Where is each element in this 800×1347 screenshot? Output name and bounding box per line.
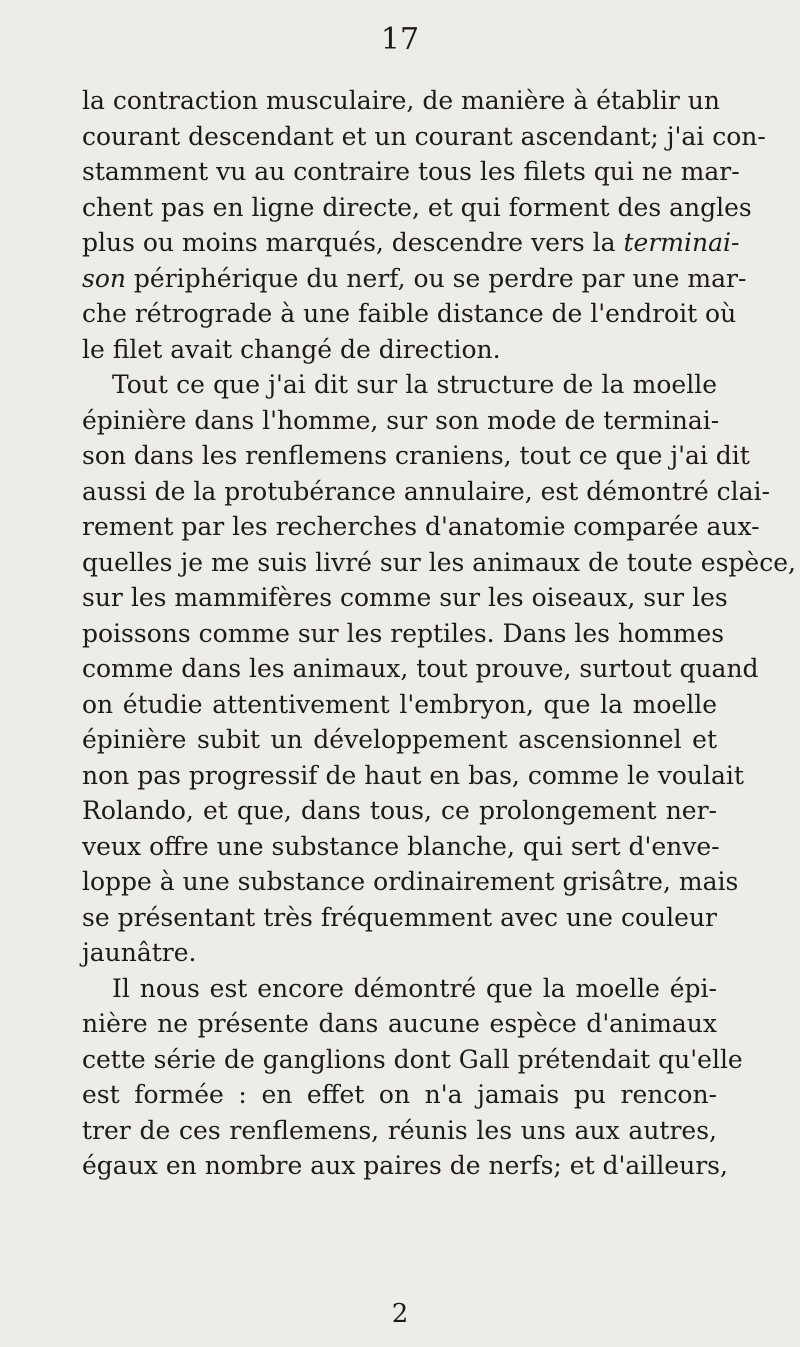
text-line: cette série de ganglions dont Gall prétendait qu'elle xyxy=(82,1044,743,1074)
text-line: la contraction musculaire, de manière à établir un xyxy=(82,86,720,115)
text-line: che rétrograde à une faible distance de l'endroit où xyxy=(82,299,737,328)
text-line: sur les mammifères comme sur les oiseaux, sur les xyxy=(82,583,728,612)
text-line: on étudie attentivement l'embryon, que la moelle xyxy=(82,689,717,719)
text-line: épinière subit un développement ascensionnel et xyxy=(82,725,717,754)
body-text xyxy=(82,83,796,1184)
text-line: comme dans les animaux, tout prouve, surtout quand xyxy=(82,654,759,683)
text-line: poissons comme sur les reptiles. Dans les hommes xyxy=(82,618,725,648)
text-line: est formée : en effet on n'a jamais pu rencon- xyxy=(82,1080,717,1109)
text-line: Il nous est encore démontré que la moelle épi- xyxy=(112,973,717,1003)
text-line: veux offre une substance blanche, qui sert d'enve- xyxy=(82,831,720,861)
text-line: jaunâtre. xyxy=(82,938,197,967)
text-line: rement par les recherches d'anatomie comparée aux- xyxy=(82,512,760,541)
signature-mark: 2 xyxy=(391,1299,409,1329)
text-line: loppe à une substance ordinairement grisâtre, mais xyxy=(82,867,739,896)
text-line-with-italic xyxy=(82,261,747,297)
italic-word: son xyxy=(82,263,126,293)
text-line-with-italic xyxy=(82,225,740,261)
text-line: se présentant très fréquemment avec une couleur xyxy=(82,902,717,932)
text-line: trer de ces renflemens, réunis les uns aux autres, xyxy=(82,1115,717,1145)
text-line: quelles je me suis livré sur les animaux de toute espèce, xyxy=(82,547,796,577)
text-line: chent pas en ligne directe, et qui forment des angles xyxy=(82,192,752,222)
text-line: Rolando, et que, dans tous, ce prolongement ner- xyxy=(82,796,717,825)
text-line: aussi de la protubérance annulaire, est démontré clai- xyxy=(82,476,770,506)
text-line: stamment vu au contraire tous les filets qui ne mar- xyxy=(82,157,740,186)
text-line: épinière dans l'homme, sur son mode de terminai- xyxy=(82,405,720,435)
text-line: son dans les renflemens craniens, tout ce que j'ai dit xyxy=(82,441,750,470)
italic-word: terminai- xyxy=(623,228,740,257)
text-fragment: périphérique du nerf, ou se perdre par une mar- xyxy=(125,263,747,293)
text-line: nière ne présente dans aucune espèce d'animaux xyxy=(82,1009,717,1038)
page-number: 17 xyxy=(380,22,420,57)
text-line: égaux en nombre aux paires de nerfs; et d'ailleurs, xyxy=(82,1151,728,1180)
text-line: courant descendant et un courant ascendant; j'ai con- xyxy=(82,121,766,151)
text-line: Tout ce que j'ai dit sur la structure de la moelle xyxy=(112,370,717,399)
text-line: non pas progressif de haut en bas, comme le voulait xyxy=(82,760,744,790)
text-fragment: plus ou moins marqués, descendre vers la xyxy=(82,228,624,257)
text-line: le filet avait changé de direction. xyxy=(82,334,501,364)
